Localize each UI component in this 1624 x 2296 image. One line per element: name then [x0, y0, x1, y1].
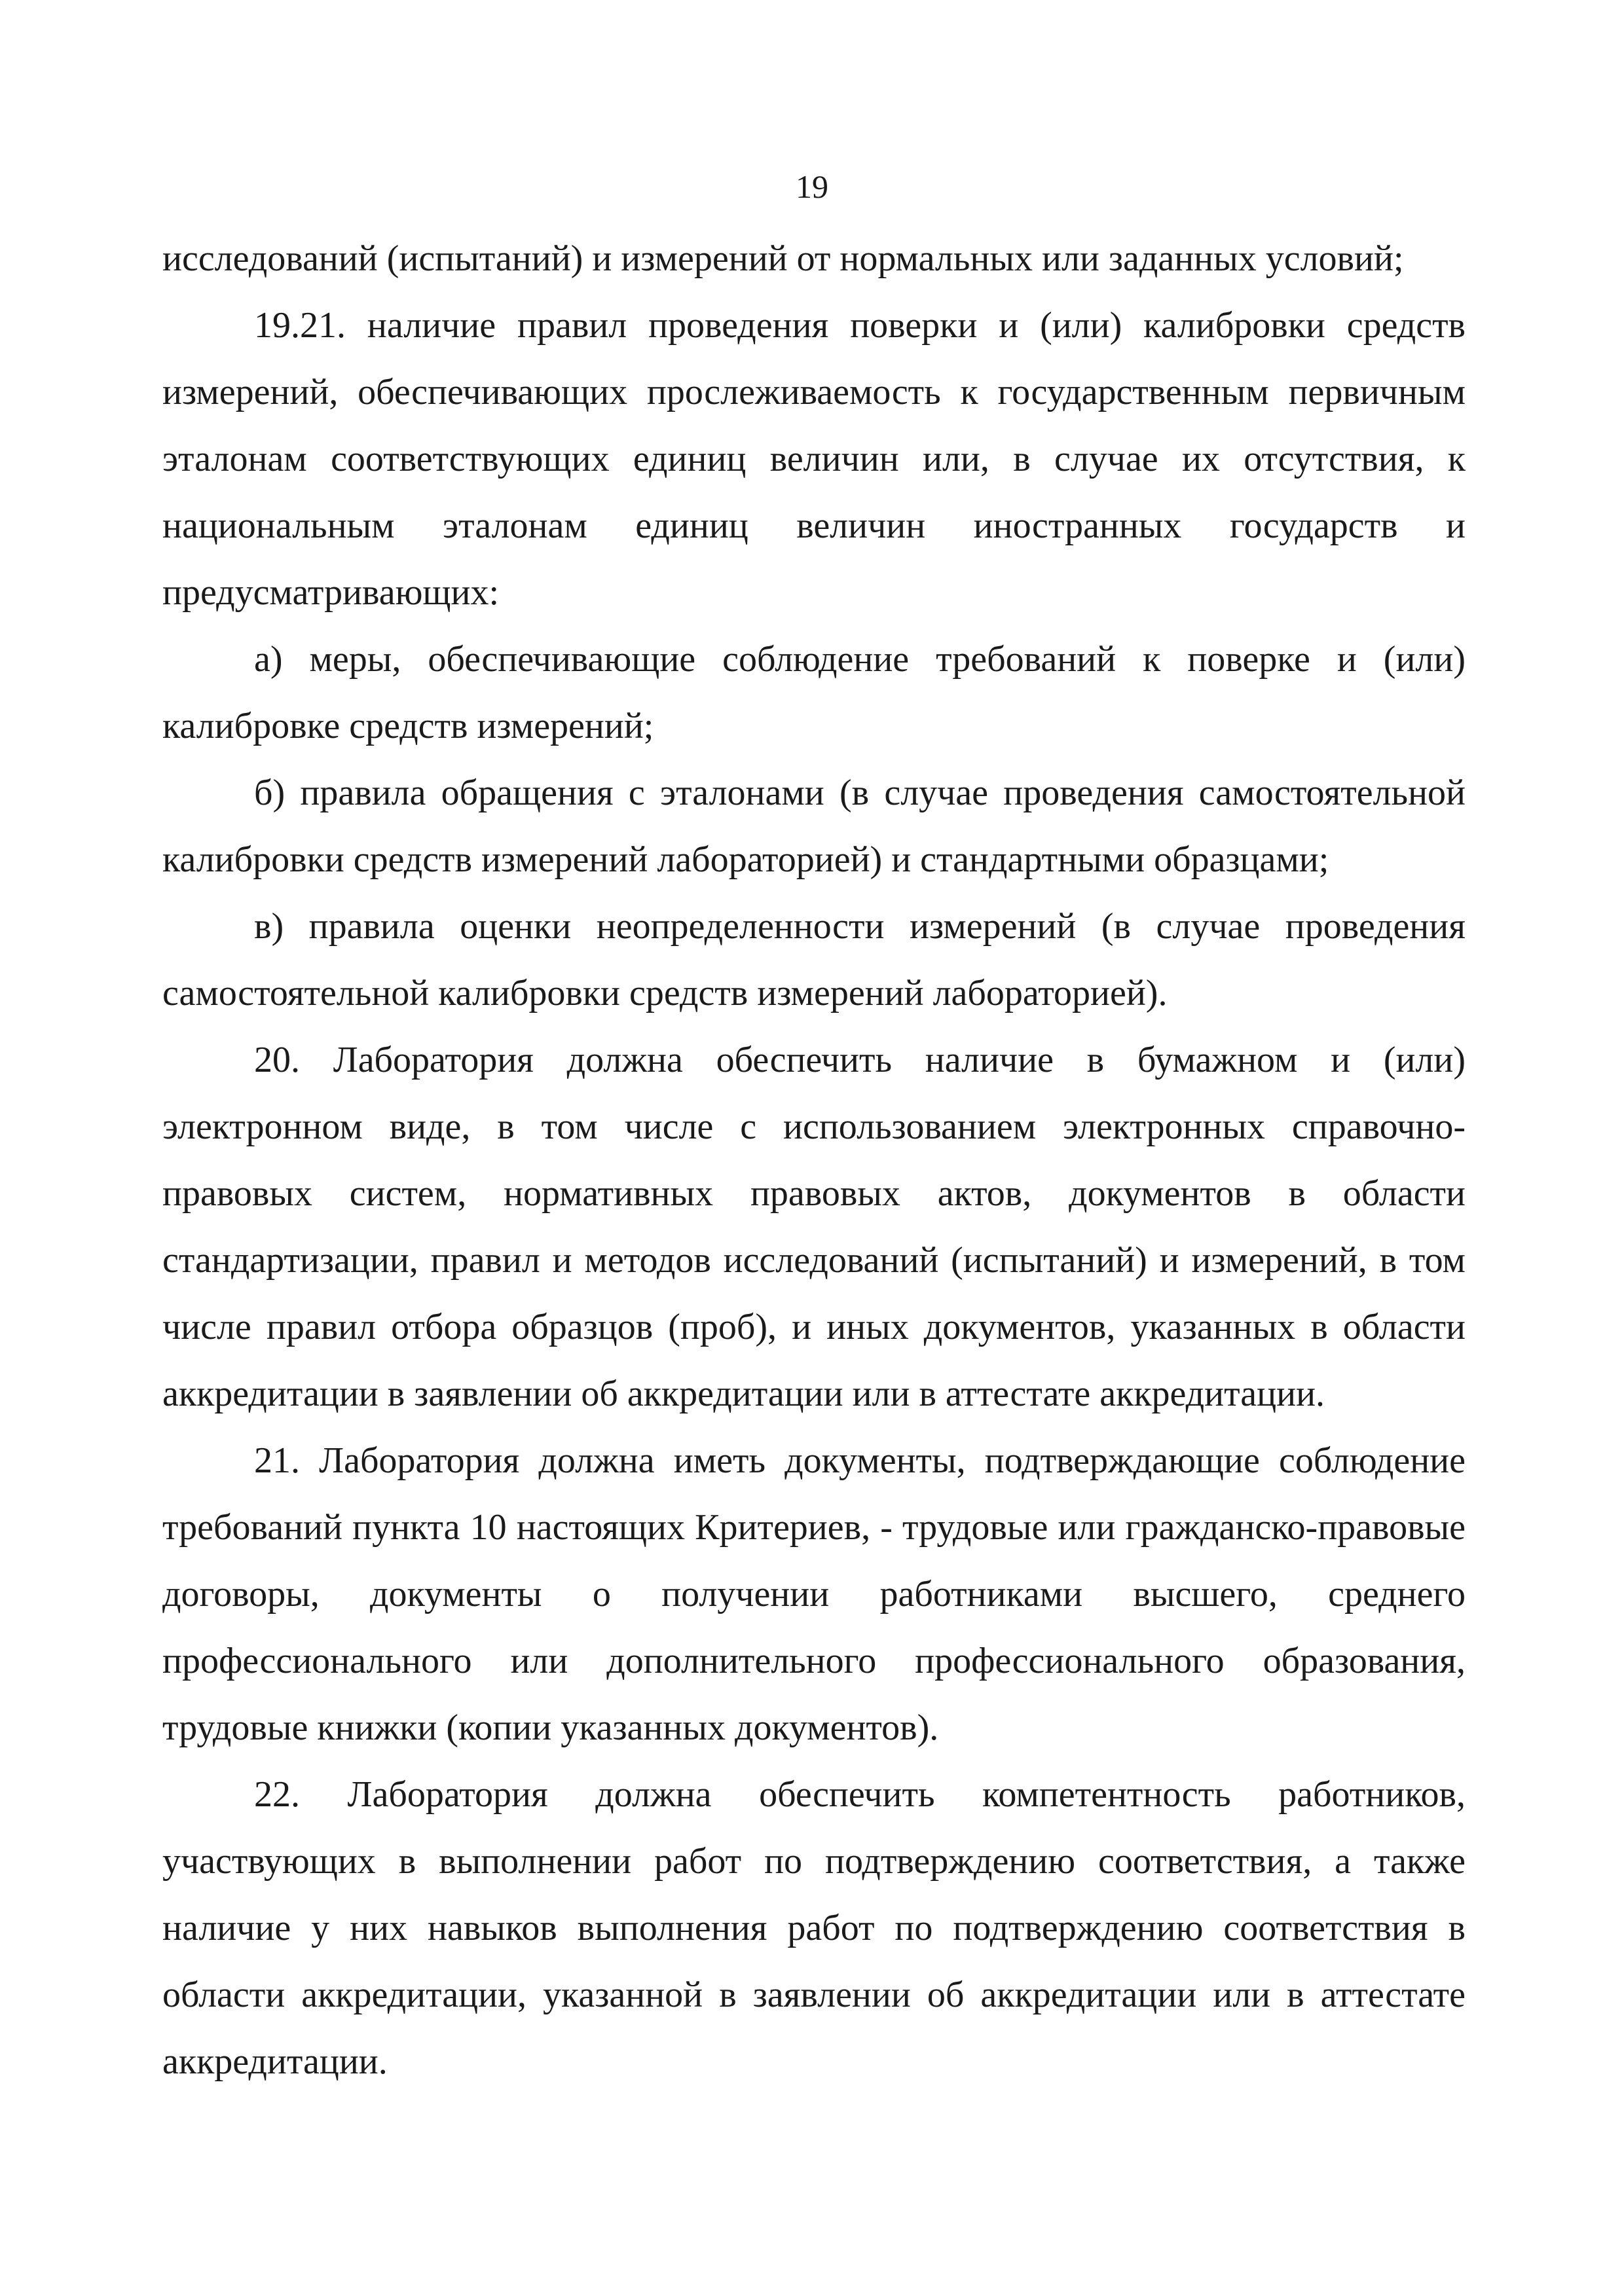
page-number: 19 [796, 168, 828, 205]
document-body [162, 225, 1466, 2095]
paragraph-19-21: 19.21. наличие правил проведения поверки и (или) калибровки средств измерений, обеспечивающих прослеживаемость к государственным первичным эталонам соответствующих единиц величин или, в случае их отсутствия, к национальным эталонам единиц величин иностранных государств и предусматривающих: [162, 305, 1466, 613]
paragraph-item-v: в) правила оценки неопределенности измерений (в случае проведения самостоятельной калибровки средств измерений лабораторией). [162, 906, 1466, 1013]
paragraph-22: 22. Лаборатория должна обеспечить компетентность работников, участвующих в выполнении работ по подтверждению соответствия, а также наличие у них навыков выполнения работ по подтверждению соответствия в области аккредитации, указанной в заявлении об аккредитации или в аттестате аккредитации. [162, 1774, 1466, 2082]
paragraph-20: 20. Лаборатория должна обеспечить наличие в бумажном и (или) электронном виде, в том числе с использованием электронных справочно-правовых систем, нормативных правовых актов, документов в области стандартизации, правил и методов исследований (испытаний) и измерений, в том числе правил отбора образцов (проб), и иных документов, указанных в области аккредитации в заявлении об аккредитации или в аттестате аккредитации. [162, 1040, 1466, 1414]
paragraph-item-b: б) правила обращения с эталонами (в случае проведения самостоятельной калибровки средств измерений лабораторией) и стандартными образцами; [162, 773, 1466, 880]
paragraph-continuation: исследований (испытаний) и измерений от нормальных или заданных условий; [162, 238, 1404, 279]
paragraph-item-a: а) меры, обеспечивающие соблюдение требований к поверке и (или) калибровке средств измерений; [162, 639, 1466, 746]
paragraph-21: 21. Лаборатория должна иметь документы, подтверждающие соблюдение требований пункта 10 настоящих Критериев, - трудовые или гражданско-правовые договоры, документы о получении работниками высшего, среднего профессионального или дополнительного профессионального образования, трудовые книжки (копии указанных документов). [162, 1440, 1466, 1748]
